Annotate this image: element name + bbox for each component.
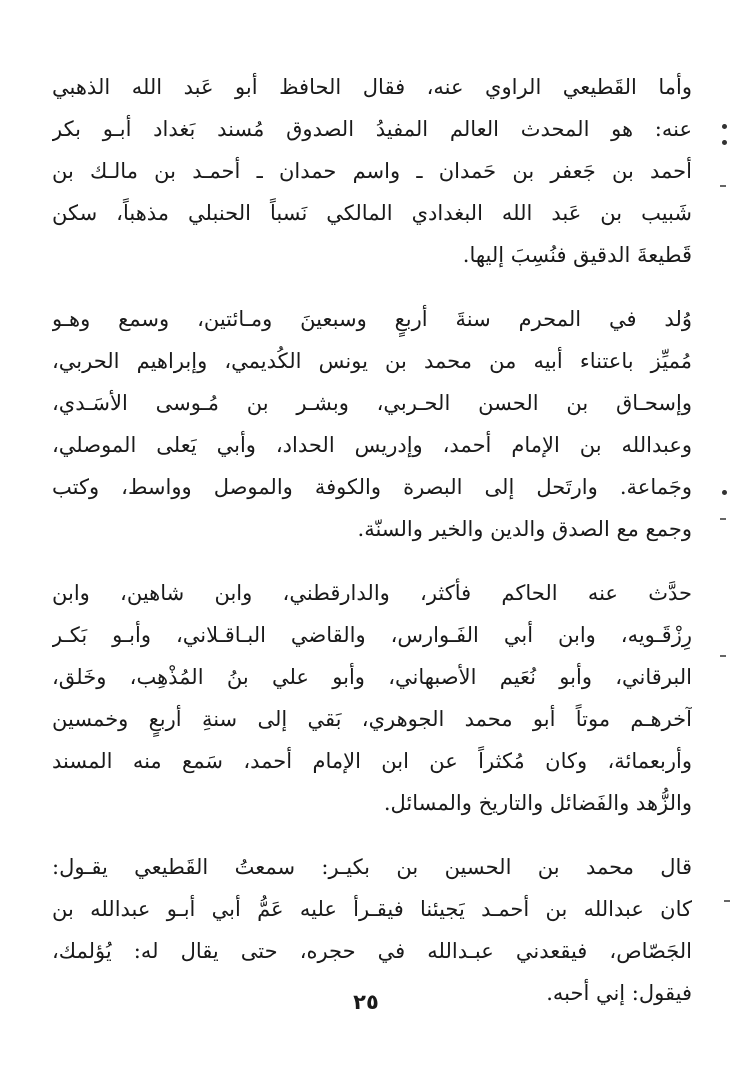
text-line: وإسحـاق بن الحسن الحـربي، وبشـر بن مُـوسى الأسَـدي، — [52, 391, 692, 415]
text-line: وجمع مع الصدق والدين والخير والسنّة. — [357, 517, 692, 541]
paragraph-1 — [52, 66, 692, 276]
text-line: وُلد في المحرم سنةَ أربعٍ وسبعينَ ومـائتين، وسمع وهـو — [52, 307, 692, 331]
text-line: عنه: هو المحدث العالم المفيدُ الصدوق مُسند بَغداد أبـو بكر — [52, 117, 692, 141]
paragraph-4 — [52, 846, 692, 1014]
paragraph-2 — [52, 298, 692, 550]
text-line: والزُّهد والفَضائل والتاريخ والمسائل. — [383, 791, 692, 815]
text-line: قَطيعةَ الدقيق فنُسِبَ إليها. — [462, 243, 692, 267]
page-number: ٢٥ — [353, 990, 379, 1014]
text-line: أحمد بن جَعفر بن حَمدان ـ واسم حمدان ـ أحمـد بن مالـك بن — [52, 159, 692, 183]
text-line: فيقول: إني أحبه. — [546, 981, 692, 1005]
text-line: مُميِّز باعتناء أبيه من محمد بن يونس الكُديمي، وإبراهيم الحربي، — [52, 349, 692, 373]
scan-speck — [722, 490, 727, 495]
scan-speck — [724, 900, 730, 902]
scan-speck — [720, 518, 726, 520]
text-line: الجَصّاص، فيقعدني عبـدالله في حجره، حتى يقال له: يُؤلمك، — [52, 939, 692, 963]
text-line: حدَّث عنه الحاكم فأكثر، والدارقطني، وابن شاهين، وابن — [52, 581, 692, 605]
paragraph-3 — [52, 572, 692, 824]
text-line: وأربعمائة، وكان مُكثراً عن ابن الإمام أحمد، سَمع منه المسند — [52, 749, 692, 773]
scan-speck — [720, 655, 726, 657]
text-line: قال محمد بن الحسين بن بكيـر: سمعتُ القَطيعي يقـول: — [52, 855, 692, 879]
scan-speck — [722, 124, 727, 129]
text-line: وجَماعة. وارتَحل إلى البصرة والكوفة والموصل وواسط، وكتب — [52, 475, 692, 499]
text-line: كان عبدالله بن أحمـد يَجيئنا فيقـرأ عليه عَمُّ أبي أبـو عبدالله بن — [52, 897, 692, 921]
text-line: وعبدالله بن الإمام أحمد، وإدريس الحداد، وأبي يَعلى الموصلي، — [52, 433, 692, 457]
text-line: البرقاني، وأبو نُعَيم الأصبهاني، وأبو علي بنُ المُذْهِب، وخَلق، — [52, 665, 692, 689]
text-line: آخرهـم موتاً أبو محمد الجوهري، بَقي إلى سنةِ أربعٍ وخمسين — [52, 707, 692, 731]
text-line: شَبيب بن عَبد الله البغدادي المالكي نَسباً الحنبلي مذهباً، سكن — [52, 201, 692, 225]
text-line: رِزْقَـويه، وابن أبي الفَـوارس، والقاضي البـاقـلاني، وأبـو بَكـر — [52, 623, 692, 647]
scan-speck — [720, 185, 726, 187]
text-body — [52, 66, 692, 1014]
text-line: وأما القَطيعي الراوي عنه، فقال الحافظ أبو عَبد الله الذهبي — [52, 75, 692, 99]
scan-speck — [722, 140, 727, 145]
